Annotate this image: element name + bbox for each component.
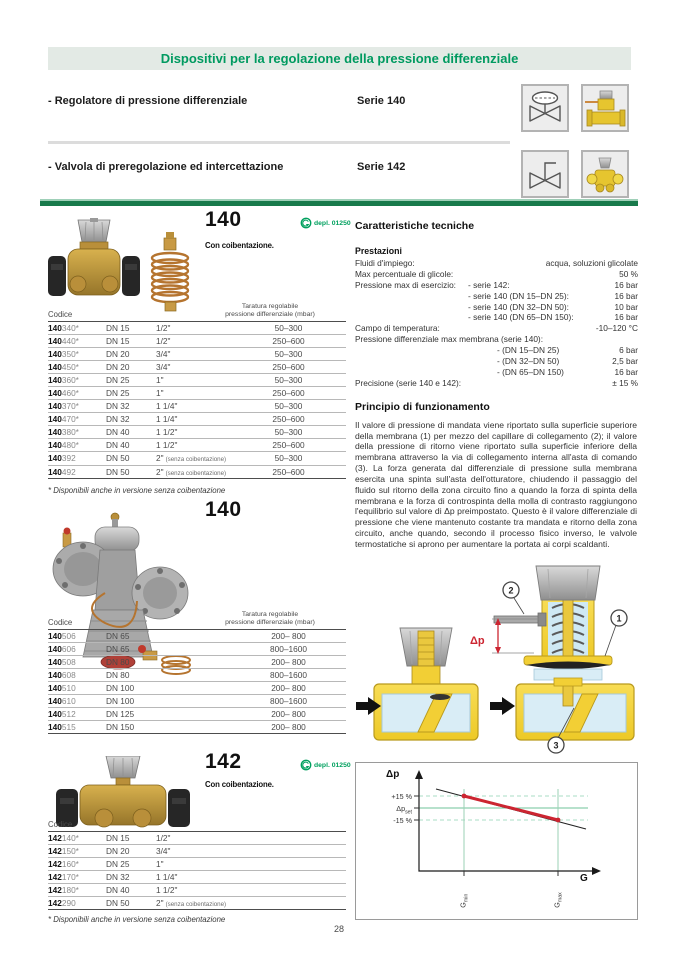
- table-body: [48, 630, 346, 734]
- cell-size: 2" (senza coibentazione): [156, 453, 227, 464]
- cell-dn: DN 25: [106, 859, 130, 870]
- ytick-plus15: +15 %: [391, 792, 412, 801]
- cell-codice: 140508: [48, 657, 76, 668]
- codice-header: Codice: [48, 310, 73, 319]
- cell-range: 250–600: [272, 336, 305, 347]
- table-row: [48, 721, 346, 734]
- cell-size: 3/4": [156, 349, 171, 360]
- table-row: [48, 426, 346, 439]
- table-row: [48, 361, 346, 374]
- cell-dn: DN 40: [106, 885, 130, 896]
- table-row: [48, 387, 346, 400]
- cell-range: 200– 800: [271, 683, 306, 694]
- table-row: [48, 348, 346, 361]
- codice-header: Codice: [48, 820, 73, 829]
- cell-dn: DN 100: [106, 683, 135, 694]
- intro-serie-142: Serie 142: [357, 161, 406, 173]
- table-row: [48, 845, 346, 858]
- cell-range: 250–600: [272, 388, 305, 399]
- ytick-dpset: $\Delta p_{set}$: [396, 804, 412, 816]
- section-divider-bar: [40, 199, 638, 206]
- cell-dn: DN 80: [106, 657, 130, 668]
- cell-codice: 140340*: [48, 323, 79, 334]
- cell-range: 250–600: [272, 466, 305, 477]
- caleffi-mark-2: [300, 759, 351, 771]
- spec-row: Max percentuale di glicole: 50 %: [355, 268, 638, 279]
- product-140-ghisa-table: [48, 608, 346, 734]
- cell-range: 50–300: [274, 323, 303, 334]
- prestazioni-heading: Prestazioni: [355, 246, 402, 256]
- cell-range: 200– 800: [271, 709, 306, 720]
- cell-codice: 140460*: [48, 388, 79, 399]
- cell-codice: 142180*: [48, 885, 79, 896]
- stem-valve-symbol-icon: [523, 152, 567, 196]
- cell-codice: 140512: [48, 709, 76, 720]
- diaphragm-valve-symbol-icon: [523, 86, 567, 130]
- cell-dn: DN 125: [106, 709, 135, 720]
- table-row: [48, 695, 346, 708]
- cell-dn: DN 80: [106, 670, 130, 681]
- cell-codice: 140360*: [48, 375, 79, 386]
- table-head: [48, 810, 346, 832]
- codice-header: Codice: [48, 618, 73, 627]
- cell-codice: 142170*: [48, 872, 79, 883]
- valve-142-photo-icon: [583, 152, 627, 196]
- caleffi-mark-1: [300, 217, 351, 229]
- cell-range: 800–1600: [270, 696, 307, 707]
- cell-dn: DN 32: [106, 401, 130, 412]
- spec-row: - serie 140 (DN 32–DN 50): 10 bar: [468, 301, 638, 312]
- table-head: [48, 300, 346, 322]
- intro-serie-140: Serie 140: [357, 95, 406, 107]
- cell-size: 1 1/2": [156, 885, 178, 896]
- chart-ylabel: Δp: [386, 769, 400, 780]
- cell-dn: DN 25: [106, 375, 130, 386]
- cell-range: 250–600: [272, 440, 305, 451]
- table-body: [48, 832, 346, 910]
- cell-size: 1": [156, 375, 164, 386]
- g-logo-icon: [300, 759, 312, 771]
- ytick-minus15: -15 %: [393, 816, 412, 825]
- cell-dn: DN 15: [106, 833, 130, 844]
- cell-codice: 140440*: [48, 336, 79, 347]
- cell-codice: 140450*: [48, 362, 79, 373]
- spec-row: Campo di temperatura: -10–120 °C: [355, 323, 638, 334]
- cell-codice: 140506: [48, 631, 76, 642]
- cell-size: 1 1/4": [156, 414, 178, 425]
- table-row: [48, 656, 346, 669]
- cell-dn: DN 65: [106, 644, 130, 655]
- cell-size: 1 1/4": [156, 401, 178, 412]
- valve-photo-box: [581, 150, 629, 198]
- table-row: [48, 452, 346, 465]
- table-row: [48, 322, 346, 335]
- footnote-140: * Disponibili anche in versione senza coibentazione: [48, 486, 226, 495]
- cell-dn: DN 65: [106, 631, 130, 642]
- cell-dn: DN 32: [106, 414, 130, 425]
- xtick-gmax: $G_{max}$: [552, 892, 564, 908]
- cell-dn: DN 15: [106, 336, 130, 347]
- table-row: [48, 897, 346, 910]
- taratura-header: Taratura regolabile pressione differenziale (mbar): [225, 303, 315, 319]
- product-140-brass-title: 140: [205, 208, 242, 231]
- regulator-140-photo-icon: [583, 86, 627, 130]
- valve-cutaway-diagram: [348, 552, 645, 760]
- cell-dn: DN 20: [106, 846, 130, 857]
- table-head: [48, 608, 346, 630]
- cell-size: 1 1/2": [156, 427, 178, 438]
- table-row: [48, 400, 346, 413]
- spec-row: Pressione max di esercizio: - serie 142: 16 bar: [355, 279, 638, 290]
- regulator-photo-box: [581, 84, 629, 132]
- cell-codice: 142160*: [48, 859, 79, 870]
- depl-text: depl. 01250: [314, 761, 351, 769]
- dp-g-chart: [355, 762, 638, 920]
- table-row: [48, 682, 346, 695]
- cell-codice: 140380*: [48, 427, 79, 438]
- cell-dn: DN 40: [106, 427, 130, 438]
- spec-row: - serie 140 (DN 15–DN 25): 16 bar: [468, 290, 638, 301]
- cell-size: 3/4": [156, 362, 171, 373]
- cell-dn: DN 150: [106, 722, 135, 733]
- cell-range: 250–600: [272, 414, 305, 425]
- product-142-title: 142: [205, 750, 242, 773]
- product-142-description: [205, 780, 347, 790]
- cell-dn: DN 50: [106, 453, 130, 464]
- table-row: [48, 871, 346, 884]
- specs-group-a: [355, 258, 638, 334]
- product-142-table: [48, 810, 346, 910]
- cell-range: 200– 800: [271, 722, 306, 733]
- intro-divider: [48, 141, 510, 144]
- cell-range: 50–300: [274, 349, 303, 360]
- dp-diagram-label: Δp: [470, 635, 485, 647]
- cell-codice: 142140*: [48, 833, 79, 844]
- intro-label-serie-142: - Valvola di preregolazione ed intercettazione: [48, 161, 284, 173]
- table-row: [48, 630, 346, 643]
- intro-label-serie-140: - Regolatore di pressione differenziale: [48, 95, 248, 107]
- cell-dn: DN 100: [106, 696, 135, 707]
- cell-size: 1 1/2": [156, 440, 178, 451]
- table-row: [48, 858, 346, 871]
- table-row: [48, 466, 346, 479]
- callout-2-label: 2: [508, 585, 514, 596]
- cell-dn: DN 20: [106, 349, 130, 360]
- table-body: [48, 322, 346, 479]
- desc-bold-line: Con coibentazione.: [205, 780, 274, 789]
- page-number: 28: [333, 924, 344, 934]
- cell-codice: 140370*: [48, 401, 79, 412]
- table-row: [48, 643, 346, 656]
- table-row: [48, 884, 346, 897]
- cell-codice: 140480*: [48, 440, 79, 451]
- cell-range: 50–300: [274, 427, 303, 438]
- cell-size: 2" (senza coibentazione): [156, 466, 227, 477]
- cell-dn: DN 32: [106, 872, 130, 883]
- cell-codice: 140510: [48, 683, 76, 694]
- spec-row: - (DN 15–DN 25) 6 bar: [497, 345, 638, 356]
- flow-arrow-right: [490, 697, 515, 715]
- page-title: Dispositivi per la regolazione della pressione differenziale: [48, 47, 631, 70]
- spec-row: - (DN 32–DN 50) 2,5 bar: [497, 356, 638, 367]
- cell-size: 3/4": [156, 846, 171, 857]
- cell-size: 1": [156, 859, 164, 870]
- table-row: [48, 439, 346, 452]
- spec-row: Precisione (serie 140 e 142): ± 15 %: [355, 377, 638, 388]
- callout-3-label: 3: [553, 740, 559, 751]
- cell-size: 1/2": [156, 336, 171, 347]
- cell-dn: DN 40: [106, 440, 130, 451]
- depl-text: depl. 01250: [314, 219, 351, 227]
- cell-codice: 140470*: [48, 414, 79, 425]
- cell-size: 1/2": [156, 833, 171, 844]
- chart-canvas: [356, 763, 637, 919]
- table-row: [48, 374, 346, 387]
- principio-paragraph: Il valore di pressione di mandata viene riportato sulla superficie superiore della membrana (1) per mezzo del capillare di collegamento (2); il valore della pressione di ritorno viene riportato sulla superficie inferiore della membrana attraverso la via di collegamento interna all'asta di comando (3). La forza generata dal differenziale di pressione sulla membrana esercita una spinta sull'asta dell'otturatore, chiudendo il passaggio del fluido sul ritorno della zona circuito fino a quando la forza di spinta della membrana e la forza di controspinta della molla di contrasto raggiungono l'equilibrio sul valore di Δp preimpostato. Questo è il valore differenziale di pressione che viene mantenuto costante tra mandata e ritorno della zona circuito, anche quando, secondo il processo fisico inverso, le valvole termostatiche si aprono per aumentare la portata ai corpi scaldanti.: [355, 419, 637, 549]
- cell-range: 800–1600: [270, 644, 307, 655]
- cell-range: 250–600: [272, 362, 305, 373]
- spec-row: - (DN 65–DN 150) 16 bar: [497, 366, 638, 377]
- product-140-brass-description: [205, 241, 347, 251]
- cell-codice: 142150*: [48, 846, 79, 857]
- cell-dn: DN 50: [106, 898, 130, 909]
- cell-dn: DN 25: [106, 388, 130, 399]
- cell-codice: 140606: [48, 644, 76, 655]
- cell-codice: 140350*: [48, 349, 79, 360]
- specs-group-b: [355, 345, 638, 378]
- cell-size: 1 1/4": [156, 872, 178, 883]
- tech-heading: Caratteristiche tecniche: [355, 220, 475, 232]
- product-140-ghisa-title: 140: [205, 498, 242, 521]
- cell-codice: 142290: [48, 898, 76, 909]
- xtick-gmin: $G_{min}$: [458, 893, 470, 908]
- cell-codice: 140492: [48, 466, 76, 477]
- spec-row: Fluidi d'impiego: acqua, soluzioni glicolate: [355, 258, 638, 268]
- cell-range: 800–1600: [270, 670, 307, 681]
- cell-range: 50–300: [274, 401, 303, 412]
- table-row: [48, 669, 346, 682]
- product-140-brass-table: [48, 300, 346, 479]
- chart-xlabel: G: [580, 873, 588, 884]
- valve-142-cutaway: [374, 628, 478, 740]
- principio-heading: Principio di funzionamento: [355, 400, 490, 413]
- specs-group-c: [355, 378, 638, 389]
- callout-1-label: 1: [616, 613, 622, 624]
- taratura-header: Taratura regolabile pressione differenziale (mbar): [225, 611, 315, 627]
- cell-codice: 140392: [48, 453, 76, 464]
- cell-dn: DN 50: [106, 466, 130, 477]
- cell-range: 200– 800: [271, 657, 306, 668]
- cell-codice: 140515: [48, 722, 76, 733]
- table-row: [48, 708, 346, 721]
- cell-codice: 140610: [48, 696, 76, 707]
- cell-range: 50–300: [274, 375, 303, 386]
- footnote-142: * Disponibili anche in versione senza coibentazione: [48, 915, 226, 924]
- g-logo-icon: [300, 217, 312, 229]
- cell-dn: DN 15: [106, 323, 130, 334]
- diff-regulator-symbol-box: [521, 84, 569, 132]
- spec-row: - serie 140 (DN 65–DN 150): 16 bar: [468, 312, 638, 323]
- table-row: [48, 335, 346, 348]
- stem-valve-symbol-box: [521, 150, 569, 198]
- desc-bold-line: Con coibentazione.: [205, 241, 274, 250]
- cell-codice: 140608: [48, 670, 76, 681]
- cell-range: 200– 800: [271, 631, 306, 642]
- table-row: [48, 832, 346, 845]
- cell-size: 2" (senza coibentazione): [156, 898, 227, 909]
- table-row: [48, 413, 346, 426]
- cell-dn: DN 20: [106, 362, 130, 373]
- cell-range: 50–300: [274, 453, 303, 464]
- cell-size: 1": [156, 388, 164, 399]
- cell-size: 1/2": [156, 323, 171, 334]
- membrane-spec-label: Pressione differenziale max membrana (serie 140):: [355, 334, 543, 345]
